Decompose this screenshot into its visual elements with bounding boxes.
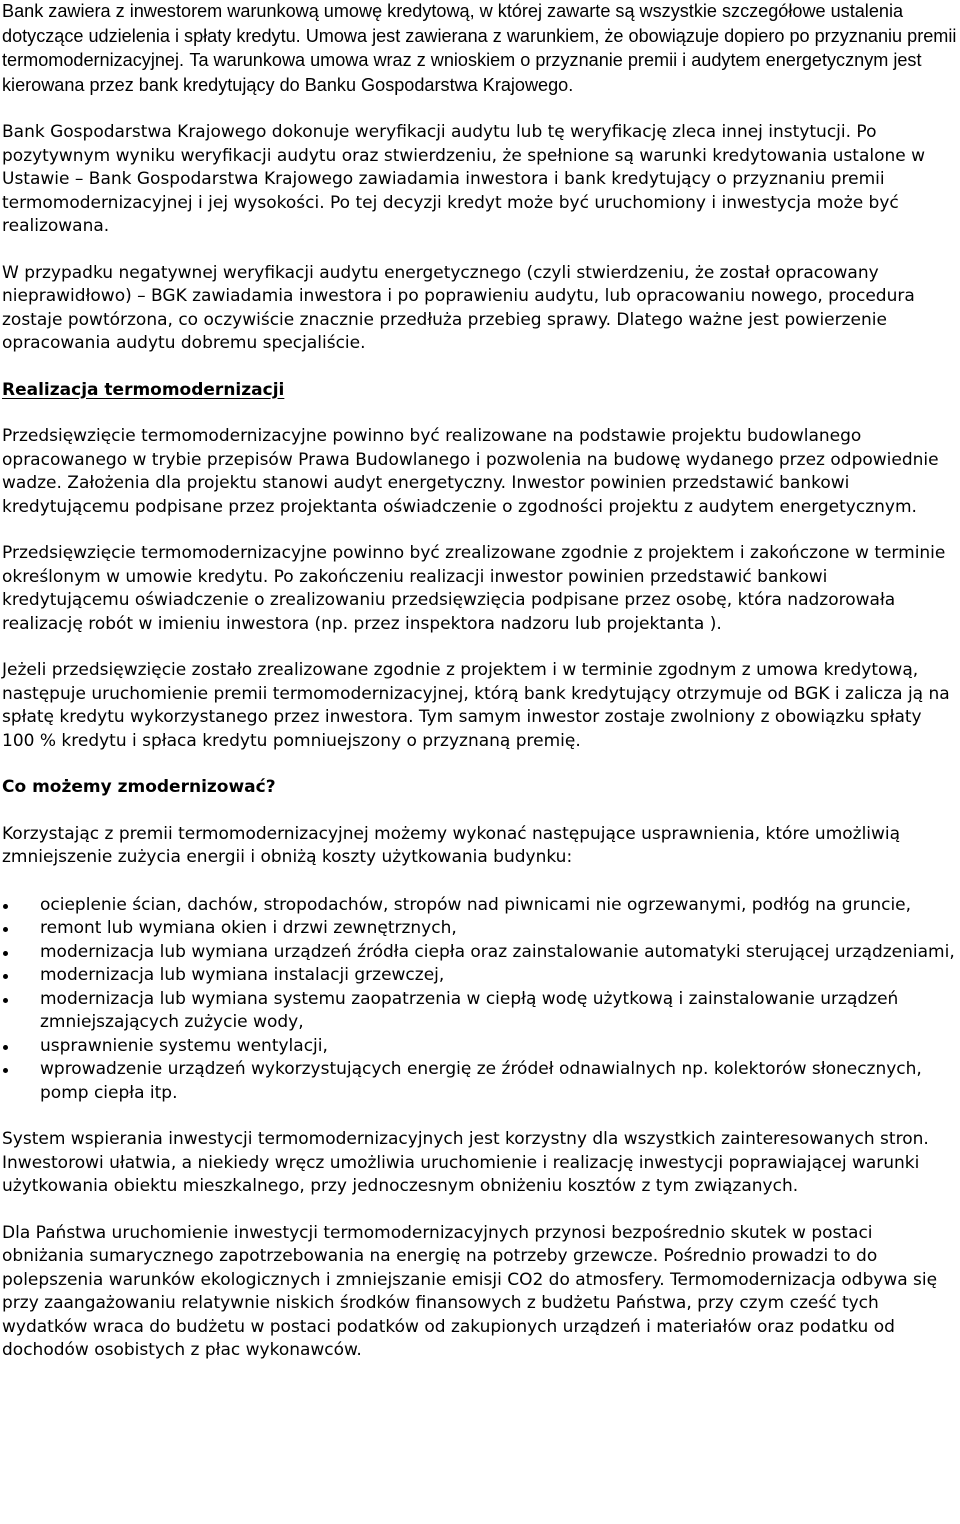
list-item: [2, 894, 958, 918]
list-item: [2, 1058, 958, 1105]
heading-realizacja: Realizacja termomodernizacji: [2, 379, 285, 400]
bullet-icon: [3, 951, 8, 956]
intro-text-a: Bank zawiera z inwestorem warunkową umowę kredytową, w której zawarte są wszystkie szczegółowe ustalenia dotyczące udzielenia i spłaty kredytu. Umowa jest zawierana z warunkiem, że obowiązuje dopiero po przyznaniu premii termomodernizacyjnej.: [2, 1, 957, 70]
bullet-icon: [3, 904, 8, 909]
intro-paragraph: [2, 0, 958, 98]
list-item-text: remont lub wymiana okien i drzwi zewnętrznych,: [40, 918, 457, 938]
list-item-text: usprawnienie systemu wentylacji,: [40, 1035, 328, 1056]
intro-text-b: Ta warunkowa umowa wraz z wnioskiem o przyznanie premii i audytem energetycznym jest kierowana przez bank kredytujący do Banku Gospodarstwa Krajowego.: [2, 50, 922, 95]
paragraph-negatywna: W przypadku negatywnej weryfikacji audytu energetycznego (czyli stwierdzeniu, że został opracowany nieprawidłowo) – BGK zawiadamia inwestora i po poprawieniu audytu, lub opracowaniu nowego, procedura zostaje powtórzona, co oczywiście znacznie przedłuża przebieg sprawy. Dlatego ważne jest powierzenie opracowania audytu dobremu specjaliście.: [2, 262, 915, 353]
paragraph-closing-1: System wspierania inwestycji termomodernizacyjnych jest korzystny dla wszystkich zainteresowanych stron. Inwestorowi ułatwia, a niekiedy wręcz umożliwia uruchomienie i realizację inwestycji poprawiającej warunki użytkowania obiektu mieszkalnego, przy jednoczesnym obniżeniu kosztów z tym związanych.: [2, 1129, 929, 1196]
bullet-icon: [3, 1045, 8, 1050]
document-page: [2, 0, 958, 1363]
paragraph-modernize-intro: Korzystając z premii termomodernizacyjnej możemy wykonać następujące usprawnienia, które umożliwią zmniejszenie zużycia energii i obniżą koszty użytkowania budynku:: [2, 823, 901, 867]
paragraph-realizacja-3: Jeżeli przedsięwzięcie zostało zrealizowane zgodnie z projektem i w terminie zgodnym z umowa kredytową, następuje uruchomienie premii termomodernizacyjnej, którą bank kredytujący otrzymuje od BGK i zalicza ją na spłatę kredytu wykorzystanego przez inwestora. Tym samym inwestor zostaje zwolniony z obowiązku spłaty 100 % kredytu i spłaca kredytu pomniuejszony o przyznaną premię.: [2, 660, 950, 751]
bullet-icon: [3, 998, 8, 1003]
list-item: [2, 1035, 958, 1059]
improvements-list: [2, 894, 958, 1106]
list-item-text: ocieplenie ścian, dachów, stropodachów, stropów nad piwnicami nie ogrzewanymi, podłóg na gruncie,: [40, 894, 912, 915]
list-item-text: modernizacja lub wymiana instalacji grzewczej,: [40, 965, 445, 985]
paragraph-weryfikacja: Bank Gospodarstwa Krajowego dokonuje weryfikacji audytu lub tę weryfikację zleca innej instytucji. Po pozytywnym wyniku weryfikacji audytu oraz stwierdzeniu, że spełnione są warunki kredytowania ustalone w Ustawie – Bank Gospodarstwa Krajowego zawiadamia inwestora i bank kredytujący o przyznaniu premii termomodernizacyjnej i jej wysokości. Po tej decyzji kredyt może być uruchomiony i inwestycja może być realizowana.: [2, 122, 926, 236]
list-item: [2, 941, 958, 965]
paragraph-closing-2: Dla Państwa uruchomienie inwestycji termomodernizacyjnych przynosi bezpośrednio skutek w postaci obniżania sumarycznego zapotrzebowania na energię na potrzeby grzewcze. Pośrednio prowadzi to do polepszenia warunków ekologicznych i zmniejszanie emisji CO2 do atmosfery. Termomodernizacja odbywa się przy zaangażowaniu relatywnie niskich środków finansowych z budżetu Państwa, przy czym cześć tych wydatków wraca do budżetu w postaci podatków od zakupionych urządzeń i materiałów oraz podatku od dochodów osobistych z płac wykonawców.: [2, 1222, 938, 1360]
paragraph-realizacja-1: Przedsięwzięcie termomodernizacyjne powinno być realizowane na podstawie projektu budowlanego opracowanego w trybie przepisów Prawa Budowlanego i pozwolenia na budowę wydanego przez odpowiednie wadze. Założenia dla projektu stanowi audyt energetyczny. Inwestor powinien przedstawić bankowi kredytującemu podpisane przez projektanta oświadczenie o zgodności projektu z audytem energetycznym.: [2, 426, 939, 517]
list-item: [2, 917, 958, 941]
heading-modernize: Co możemy zmodernizować?: [2, 777, 276, 797]
list-item: [2, 988, 958, 1035]
paragraph-realizacja-2: Przedsięwzięcie termomodernizacyjne powinno być zrealizowane zgodnie z projektem i zakończone w terminie określonym w umowie kredytu. Po zakończeniu realizacji inwestor powinien przedstawić bankowi kredytującemu oświadczenie o zrealizowaniu przedsięwzięcia podpisane przez osobę, która nadzorowała realizację robót w imieniu inwestora (np. przez inspektora nadzoru lub projektanta ).: [2, 543, 946, 634]
list-item-text: modernizacja lub wymiana systemu zaopatrzenia w ciepłą wodę użytkową i zainstalowanie urządzeń zmniejszających zużycie wody,: [40, 988, 899, 1032]
bullet-icon: [3, 927, 8, 932]
list-item: [2, 964, 958, 988]
bullet-icon: [3, 974, 8, 979]
list-item-text: modernizacja lub wymiana urządzeń źródła ciepła oraz zainstalowanie automatyki sterującej urządzeniami,: [40, 941, 955, 962]
list-item-text: wprowadzenie urządzeń wykorzystujących energię ze źródeł odnawialnych np. kolektorów słonecznych, pomp ciepła itp.: [40, 1059, 922, 1103]
bullet-icon: [3, 1068, 8, 1073]
